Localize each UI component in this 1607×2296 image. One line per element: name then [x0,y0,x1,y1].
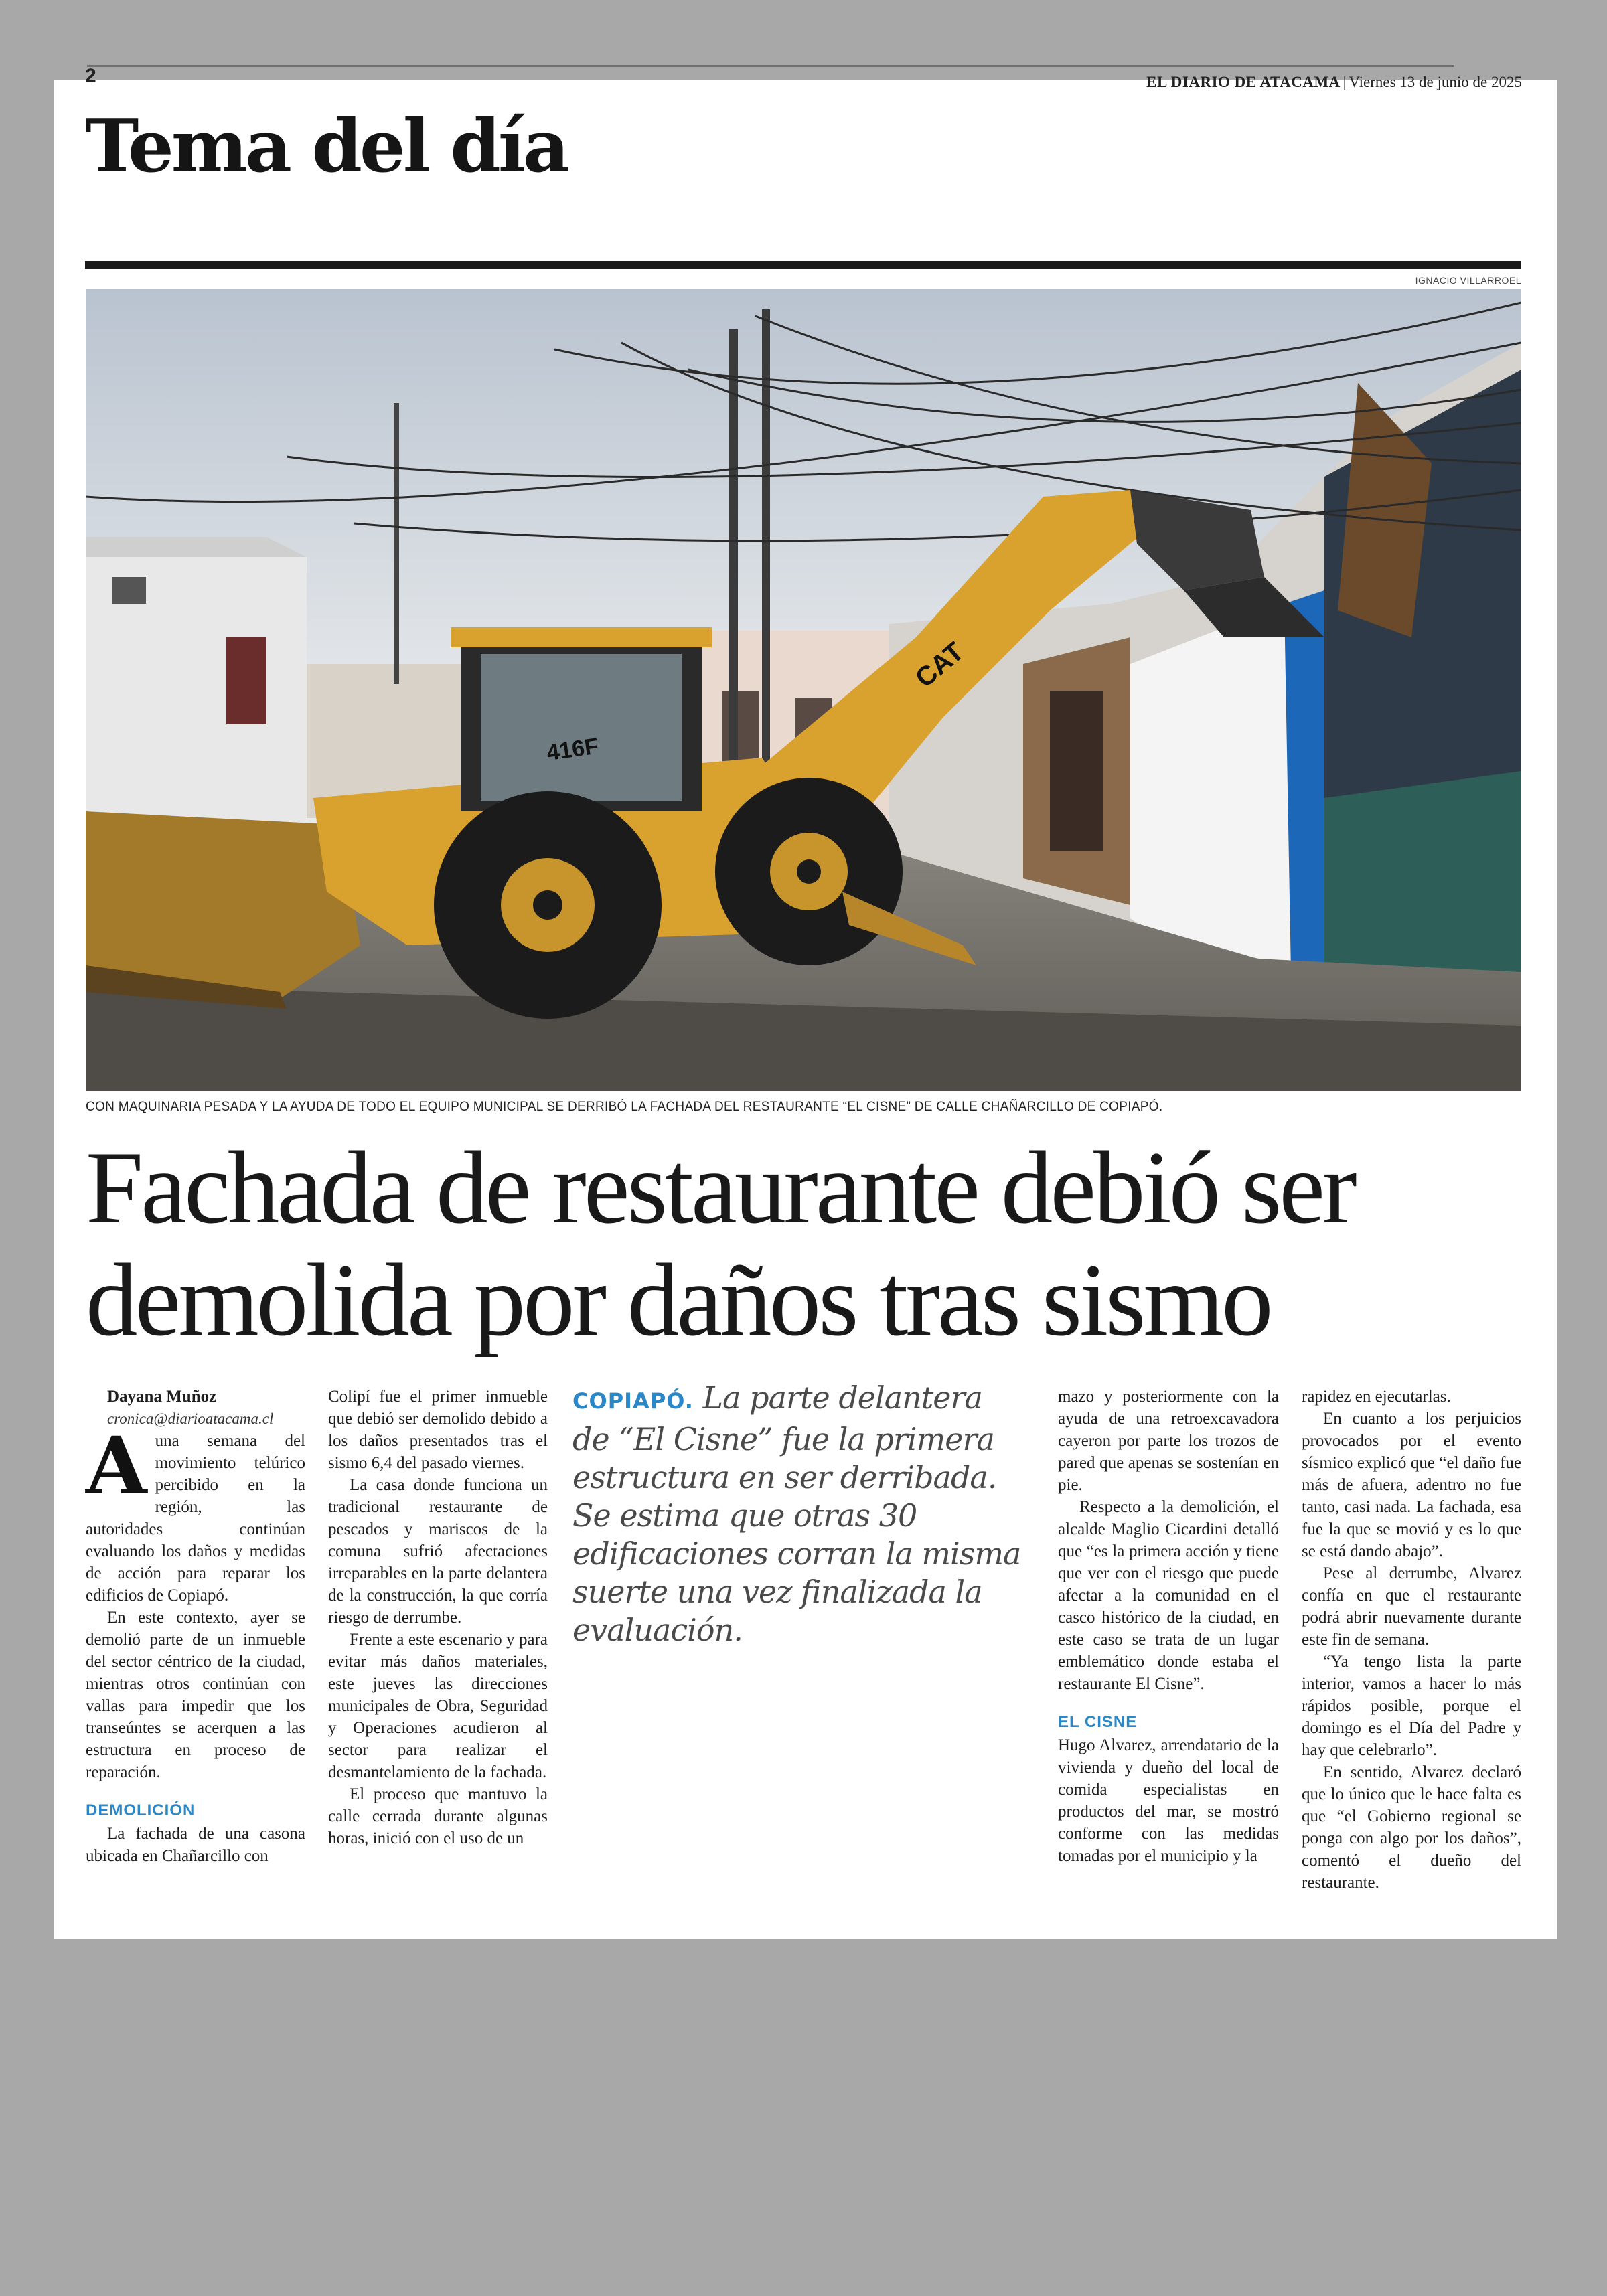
masthead-separator: | [1343,74,1347,90]
section-title: Tema del día [85,104,567,189]
body-paragraph: En sentido, Alvarez declaró que lo único que le hace falta es que “el Gobierno regional se ponga con algo por los daños”, comentó el dueño del restaurante. [1302,1763,1521,1892]
article-lede [572,1379,1028,1649]
body-paragraph: El proceso que mantuvo la calle cerrada durante algunas horas, inició con el uso de un [328,1785,548,1848]
body-paragraph: En este contexto, ayer se demolió parte de un inmueble del sector céntrico de la ciudad, mientras otros continúan con vallas para impedir que los transeúntes se acerquen a las estructura en proceso de reparación. [86,1609,305,1781]
body-paragraph: Frente a este escenario y para evitar más daños materiales, este jueves las direcciones municipales de Obra, Seguridad y Operaciones acudieron al sector para realizar el desmantelamiento de la fachada. [328,1631,548,1781]
machine-model-label: 416F [545,733,601,766]
article-column-5 [1302,1386,1521,1894]
masthead [1146,74,1522,91]
body-paragraph: “Ya tengo lista la parte interior, vamos a hacer lo más rápidos posible, porque el domingo es el Día del Padre y hay que celebrarlo”. [1302,1653,1521,1759]
photo-caption: CON MAQUINARIA PESADA Y LA AYUDA DE TODO EL EQUIPO MUNICIPAL SE DERRIBÓ LA FACHADA DEL RESTAURANTE “EL CISNE” DE CALLE CHAÑARCILLO DE COPIAPÓ. [86,1100,1163,1114]
article-column-1 [86,1386,305,1867]
subhead-el-cisne: EL CISNE [1058,1713,1138,1731]
body-paragraph: Pese al derrumbe, Alvarez confía en que el restaurante podrá abrir nuevamente durante este fin de semana. [1302,1564,1521,1649]
body-paragraph: mazo y posteriormente con la ayuda de una retroexcavadora cayeron por parte los trozos de pared que apenas se sostenían en pie. [1058,1388,1279,1494]
publication-date: Viernes 13 de junio de 2025 [1349,74,1522,90]
author-email: cronica@diarioatacama.cl [107,1410,274,1427]
article-column-2 [328,1386,548,1850]
body-paragraph: La casa donde funciona un tradicional restaurante de pescados y mariscos de la comuna sufrió afectaciones irreparables en la parte delantera de la construcción, la que corría riesgo de derrumbe. [328,1476,548,1627]
lede-text: La parte delantera de “El Cisne” fue la primera estructura en ser derribada. Se estima que otras 30 edificaciones corran la misma suerte una vez finalizada la evaluación. [572,1380,1021,1648]
body-paragraph: Auna semana del movimiento telúrico percibido en la región, las autoridades continúan evaluando los daños y medidas de acción para reparar los edificios de Copiapó. [86,1419,305,1605]
headline-line-2: demolida por daños tras sismo [86,1242,1271,1358]
publication-name: EL DIARIO DE ATACAMA [1146,74,1341,90]
article-headline [86,1131,1525,1356]
article-column-4 [1058,1386,1279,1867]
body-paragraph: En cuanto a los perjuicios provocados por el evento sísmico explicó que “el daño fue más de afuera, adentro no fue tanto, casi nada. La fachada, esa fue la que se movió y es lo que se está dando abajo”. [1302,1410,1521,1560]
section-rule [85,261,1521,269]
page-number: 2 [85,65,96,87]
top-rule [87,65,1454,67]
subhead-demolicion: DEMOLICIÓN [86,1801,196,1819]
body-paragraph: Respecto a la demolición, el alcalde Maglio Cicardini detalló que “es la primera acción y tiene que ver con el riesgo que puede afectar a la comunidad en el casco histórico de la ciudad, en este caso se trata de un lugar emblemático donde estaba el restaurante El Cisne”. [1058,1498,1279,1693]
photo-credit: IGNACIO VILLARROEL [1415,275,1521,286]
body-paragraph: rapidez en ejecutarlas. [1302,1388,1451,1406]
author-name: Dayana Muñoz [107,1388,217,1406]
headline-line-1: Fachada de restaurante debió ser [86,1130,1355,1245]
body-paragraph: La fachada de una casona ubicada en Chañarcillo con [86,1825,305,1865]
body-paragraph: Colipí fue el primer inmueble que debió ser demolido debido a los daños presentados tras el sismo 6,4 del pasado viernes. [328,1388,548,1472]
machine-brand-label: CAT [909,637,970,693]
lede-dateline: COPIAPÓ. [572,1388,694,1414]
body-paragraph: Hugo Alvarez, arrendatario de la vivienda y dueño del local de comida especialistas en productos del mar, se mostró conforme con las medidas tomadas por el municipio y la [1058,1736,1279,1865]
article-photo [86,289,1521,1091]
